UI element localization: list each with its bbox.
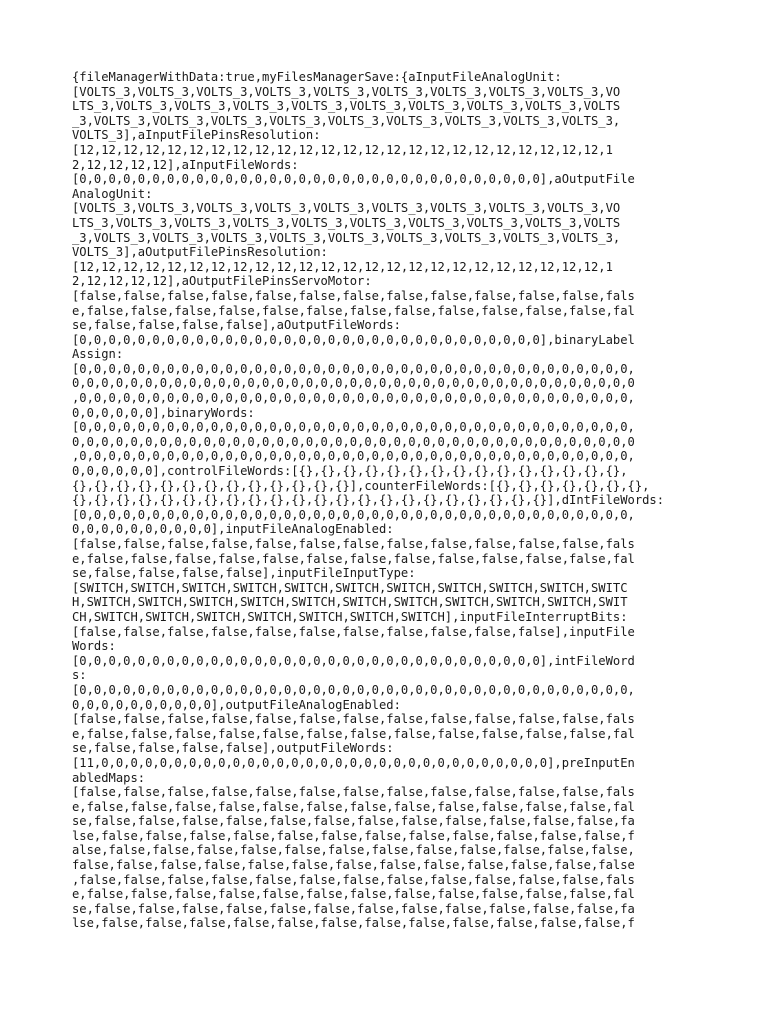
text-line: {fileManagerWithData:true,myFilesManagerSave:{aInputFileAnalogUnit: bbox=[72, 70, 562, 84]
text-line: [0,0,0,0,0,0,0,0,0,0,0,0,0,0,0,0,0,0,0,0,0,0,0,0,0,0,0,0,0,0,0,0],aOutputFile bbox=[72, 172, 635, 187]
text-line: _3,VOLTS_3,VOLTS_3,VOLTS_3,VOLTS_3,VOLTS_3,VOLTS_3,VOLTS_3,VOLTS_3,VOLTS_3, bbox=[72, 113, 621, 128]
text-line: VOLTS_3],aInputFilePinsResolution: bbox=[72, 128, 321, 143]
text-line: VOLTS_3],aOutputFilePinsResolution: bbox=[72, 245, 328, 260]
text-line: e,false,false,false,false,false,false,false,false,false,false,false,false,fal bbox=[72, 551, 635, 566]
text-line: alse,false,false,false,false,false,false,false,false,false,false,false,false, bbox=[72, 843, 635, 858]
text-line: [0,0,0,0,0,0,0,0,0,0,0,0,0,0,0,0,0,0,0,0,0,0,0,0,0,0,0,0,0,0,0,0],intFileWord bbox=[72, 653, 635, 668]
text-line: Words: bbox=[72, 639, 116, 654]
text-line: Assign: bbox=[72, 347, 124, 362]
text-line: {},{},{},{},{},{},{},{},{},{},{},{},{}],counterFileWords:[{},{},{},{},{},{},{}, bbox=[72, 478, 650, 493]
text-line: [12,12,12,12,12,12,12,12,12,12,12,12,12,12,12,12,12,12,12,12,12,12,12,12,1 bbox=[72, 259, 613, 274]
json-text-block bbox=[72, 70, 698, 931]
document-page bbox=[72, 70, 698, 931]
text-line: [false,false,false,false,false,false,false,false,false,false,false],inputFile bbox=[72, 624, 635, 639]
text-line: H,SWITCH,SWITCH,SWITCH,SWITCH,SWITCH,SWITCH,SWITCH,SWITCH,SWITCH,SWITCH,SWIT bbox=[72, 595, 628, 610]
text-line: 2,12,12,12,12],aOutputFilePinsServoMotor: bbox=[72, 274, 372, 289]
text-line: [VOLTS_3,VOLTS_3,VOLTS_3,VOLTS_3,VOLTS_3,VOLTS_3,VOLTS_3,VOLTS_3,VOLTS_3,VO bbox=[72, 201, 621, 216]
text-line: [0,0,0,0,0,0,0,0,0,0,0,0,0,0,0,0,0,0,0,0,0,0,0,0,0,0,0,0,0,0,0,0,0,0,0,0,0,0, bbox=[72, 682, 635, 697]
text-line: LTS_3,VOLTS_3,VOLTS_3,VOLTS_3,VOLTS_3,VOLTS_3,VOLTS_3,VOLTS_3,VOLTS_3,VOLTS bbox=[72, 99, 621, 114]
text-line: e,false,false,false,false,false,false,false,false,false,false,false,false,fal bbox=[72, 303, 635, 318]
text-line: CH,SWITCH,SWITCH,SWITCH,SWITCH,SWITCH,SWITCH,SWITCH],inputFileInterruptBits: bbox=[72, 609, 628, 624]
text-line: [false,false,false,false,false,false,false,false,false,false,false,false,fals bbox=[72, 537, 635, 551]
text-line: [11,0,0,0,0,0,0,0,0,0,0,0,0,0,0,0,0,0,0,0,0,0,0,0,0,0,0,0,0,0,0,0],preInputEn bbox=[72, 755, 635, 770]
text-line: s: bbox=[72, 668, 87, 683]
text-line: [false,false,false,false,false,false,false,false,false,false,false,false,fals bbox=[72, 712, 635, 727]
text-line: AnalogUnit: bbox=[72, 186, 153, 201]
text-line: se,false,false,false,false],aOutputFileWords: bbox=[72, 318, 401, 333]
text-line: [false,false,false,false,false,false,false,false,false,false,false,false,fals bbox=[72, 785, 635, 800]
text-line: 0,0,0,0,0,0],binaryWords: bbox=[72, 405, 255, 420]
text-line: ,0,0,0,0,0,0,0,0,0,0,0,0,0,0,0,0,0,0,0,0,0,0,0,0,0,0,0,0,0,0,0,0,0,0,0,0,0,0, bbox=[72, 391, 635, 406]
text-line: lse,false,false,false,false,false,false,false,false,false,false,false,false,f bbox=[72, 916, 635, 931]
text-line: [12,12,12,12,12,12,12,12,12,12,12,12,12,12,12,12,12,12,12,12,12,12,12,12,1 bbox=[72, 142, 613, 157]
text-line: _3,VOLTS_3,VOLTS_3,VOLTS_3,VOLTS_3,VOLTS_3,VOLTS_3,VOLTS_3,VOLTS_3,VOLTS_3, bbox=[72, 230, 621, 245]
text-line: se,false,false,false,false,false,false,false,false,false,false,false,false,fa bbox=[72, 901, 635, 916]
text-line: abledMaps: bbox=[72, 770, 146, 785]
text-line: false,false,false,false,false,false,false,false,false,false,false,false,false bbox=[72, 858, 635, 873]
text-line: LTS_3,VOLTS_3,VOLTS_3,VOLTS_3,VOLTS_3,VOLTS_3,VOLTS_3,VOLTS_3,VOLTS_3,VOLTS bbox=[72, 215, 621, 230]
text-line: 0,0,0,0,0,0,0,0,0,0],inputFileAnalogEnabled: bbox=[72, 522, 394, 537]
text-line: lse,false,false,false,false,false,false,false,false,false,false,false,false,f bbox=[72, 828, 635, 843]
text-line: 0,0,0,0,0,0,0,0,0,0],outputFileAnalogEnabled: bbox=[72, 697, 401, 712]
text-line: [0,0,0,0,0,0,0,0,0,0,0,0,0,0,0,0,0,0,0,0,0,0,0,0,0,0,0,0,0,0,0,0,0,0,0,0,0,0, bbox=[72, 361, 635, 376]
text-line: [VOLTS_3,VOLTS_3,VOLTS_3,VOLTS_3,VOLTS_3,VOLTS_3,VOLTS_3,VOLTS_3,VOLTS_3,VO bbox=[72, 84, 621, 99]
text-line: 0,0,0,0,0,0],controlFileWords:[{},{},{},{},{},{},{},{},{},{},{},{},{},{},{}, bbox=[72, 464, 628, 479]
text-line: ,0,0,0,0,0,0,0,0,0,0,0,0,0,0,0,0,0,0,0,0,0,0,0,0,0,0,0,0,0,0,0,0,0,0,0,0,0,0, bbox=[72, 449, 635, 464]
text-line: e,false,false,false,false,false,false,false,false,false,false,false,false,fal bbox=[72, 799, 635, 814]
text-line: [SWITCH,SWITCH,SWITCH,SWITCH,SWITCH,SWITCH,SWITCH,SWITCH,SWITCH,SWITCH,SWITC bbox=[72, 580, 628, 595]
text-line: se,false,false,false,false],inputFileInputType: bbox=[72, 566, 416, 581]
text-line: 0,0,0,0,0,0,0,0,0,0,0,0,0,0,0,0,0,0,0,0,0,0,0,0,0,0,0,0,0,0,0,0,0,0,0,0,0,0,0 bbox=[72, 434, 635, 449]
text-line: se,false,false,false,false],outputFileWords: bbox=[72, 741, 394, 756]
text-line: ,false,false,false,false,false,false,false,false,false,false,false,false,fals bbox=[72, 872, 635, 887]
text-line: [0,0,0,0,0,0,0,0,0,0,0,0,0,0,0,0,0,0,0,0,0,0,0,0,0,0,0,0,0,0,0,0,0,0,0,0,0,0, bbox=[72, 507, 635, 522]
text-line: [false,false,false,false,false,false,false,false,false,false,false,false,fals bbox=[72, 288, 635, 303]
text-line: e,false,false,false,false,false,false,false,false,false,false,false,false,fal bbox=[72, 887, 635, 902]
text-line: 2,12,12,12,12],aInputFileWords: bbox=[72, 157, 299, 172]
text-line: [0,0,0,0,0,0,0,0,0,0,0,0,0,0,0,0,0,0,0,0,0,0,0,0,0,0,0,0,0,0,0,0,0,0,0,0,0,0, bbox=[72, 420, 635, 435]
text-line: e,false,false,false,false,false,false,false,false,false,false,false,false,fal bbox=[72, 726, 635, 741]
text-line: {},{},{},{},{},{},{},{},{},{},{},{},{},{},{},{},{},{},{},{},{},{}],dIntFileWords: bbox=[72, 493, 665, 508]
text-line: se,false,false,false,false,false,false,false,false,false,false,false,false,fa bbox=[72, 814, 635, 829]
text-line: 0,0,0,0,0,0,0,0,0,0,0,0,0,0,0,0,0,0,0,0,0,0,0,0,0,0,0,0,0,0,0,0,0,0,0,0,0,0,0 bbox=[72, 376, 635, 391]
text-line: [0,0,0,0,0,0,0,0,0,0,0,0,0,0,0,0,0,0,0,0,0,0,0,0,0,0,0,0,0,0,0,0],binaryLabel bbox=[72, 332, 635, 347]
